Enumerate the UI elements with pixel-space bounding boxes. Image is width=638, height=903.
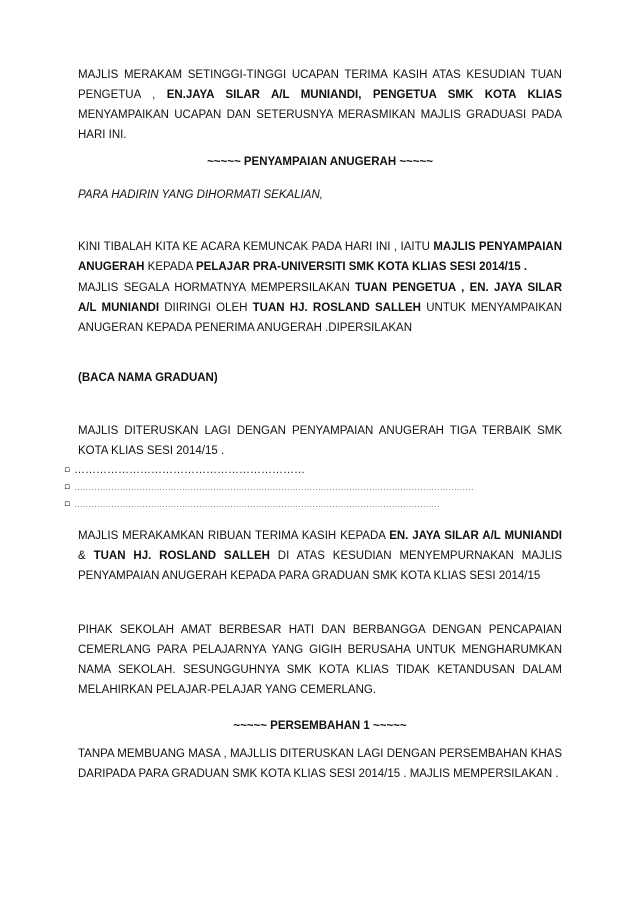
paragraph-text: MAJLIS MERAKAMKAN RIBUAN TERIMA KASIH KEPADA (78, 530, 390, 542)
bullet-icon: ▫ (64, 499, 71, 509)
heading-text: ~~~~~ PENYAMPAIAN ANUGERAH ~~~~~ (207, 156, 433, 168)
principal-name-bold: EN.JAYA SILAR A/L MUNIANDI, PENGETUA SMK KOTA KLIAS (166, 89, 562, 101)
blank-fill-line: ……………………………………………………… (74, 464, 305, 476)
paragraph-text: MAJLIS SEGALA HORMATNYA MEMPERSILAKAN (78, 282, 356, 294)
paragraph-text: DIIRINGI OLEH (159, 302, 253, 314)
bullet-icon: ▫ (64, 465, 71, 475)
paragraph-opening-thanks (78, 65, 562, 145)
guest-name-bold: TUAN HJ. ROSLAND SALLEH (252, 302, 421, 314)
paragraph-tiga-terbaik: MAJLIS DITERUSKAN LAGI DENGAN PENYAMPAIAN ANUGERAH TIGA TERBAIK SMK KOTA KLIAS SESI 2014/15 . (78, 425, 562, 457)
paragraph-invitation (78, 278, 562, 338)
list-item (64, 462, 305, 478)
note-baca-nama (78, 368, 562, 388)
principal-name-bold: EN. JAYA SILAR A/L MUNIANDI (389, 530, 562, 542)
blank-fill-line: …………………………………………………………………………………………………………………………… (74, 482, 474, 492)
event-name-bold: MAJLIS PENYAMPAIAN ANUGERAH (78, 241, 562, 273)
paragraph-thanks-guests (78, 526, 562, 586)
paragraph-text: DI ATAS KESUDIAN MENYEMPURNAKAN MAJLIS PENYAMPAIAN ANUGERAH KEPADA PARA GRADUAN SMK KOTA KLIAS SESI 2014/15 (78, 550, 562, 582)
paragraph-text: MENYAMPAIKAN UCAPAN DAN SETERUSNYA MERASMIKAN MAJLIS GRADUASI PADA HARI INI. (78, 109, 562, 141)
list-item (64, 479, 474, 495)
paragraph-text: UNTUK MENYAMPAIKAN ANUGERAN KEPADA PENERIMA ANUGERAH .DIPERSILAKAN (78, 302, 562, 334)
paragraph-school-pride: PIHAK SEKOLAH AMAT BERBESAR HATI DAN BERBANGGA DENGAN PENCAPAIAN CEMERLANG PARA PELAJARNYA YANG GIGIH BERUSAHA UNTUK MENGHARUMKAN NAMA SEKOLAH. SESUNGGUHNYA SMK KOTA KLIAS TIDAK KETANDUSAN DALAM MELAHIRKAN PELAJAR-PELAJAR YANG CEMERLANG. (78, 624, 562, 696)
recipients-bold: PELAJAR PRA-UNIVERSITI SMK KOTA KLIAS SESI 2014/15 . (196, 261, 528, 273)
greeting-line: PARA HADIRIN YANG DIHORMATI SEKALIAN, (78, 189, 323, 201)
section-heading-penyampaian-anugerah (78, 152, 562, 172)
paragraph-text: MAJLIS MERAKAM SETINGGI-TINGGI UCAPAN TERIMA KASIH ATAS KESUDIAN TUAN PENGETUA , (78, 69, 562, 101)
paragraph-kemuncak (78, 237, 562, 277)
section-heading-persembahan (78, 716, 562, 736)
paragraph-text: KEPADA (144, 261, 197, 273)
paragraph-text: & (78, 550, 94, 562)
bullet-icon: ▫ (64, 482, 71, 492)
blank-fill-line: ………………………………………………………………………………………………………………… (74, 499, 440, 509)
paragraph-text: KINI TIBALAH KITA KE ACARA KEMUNCAK PADA HARI INI , IAITU (78, 241, 434, 253)
list-item (64, 496, 440, 512)
paragraph-persembahan: TANPA MEMBUANG MASA , MAJLLIS DITERUSKAN LAGI DENGAN PERSEMBAHAN KHAS DARIPADA PARA GRADUAN SMK KOTA KLIAS SESI 2014/15 . MAJLIS MEMPERSILAKAN . (78, 748, 562, 780)
guest-name-bold: TUAN HJ. ROSLAND SALLEH (93, 550, 270, 562)
principal-name-bold: TUAN PENGETUA , EN. JAYA SILAR A/L MUNIANDI (78, 282, 562, 314)
heading-text: ~~~~~ PERSEMBAHAN 1 ~~~~~ (233, 720, 407, 732)
note-text: (BACA NAMA GRADUAN) (78, 372, 218, 384)
